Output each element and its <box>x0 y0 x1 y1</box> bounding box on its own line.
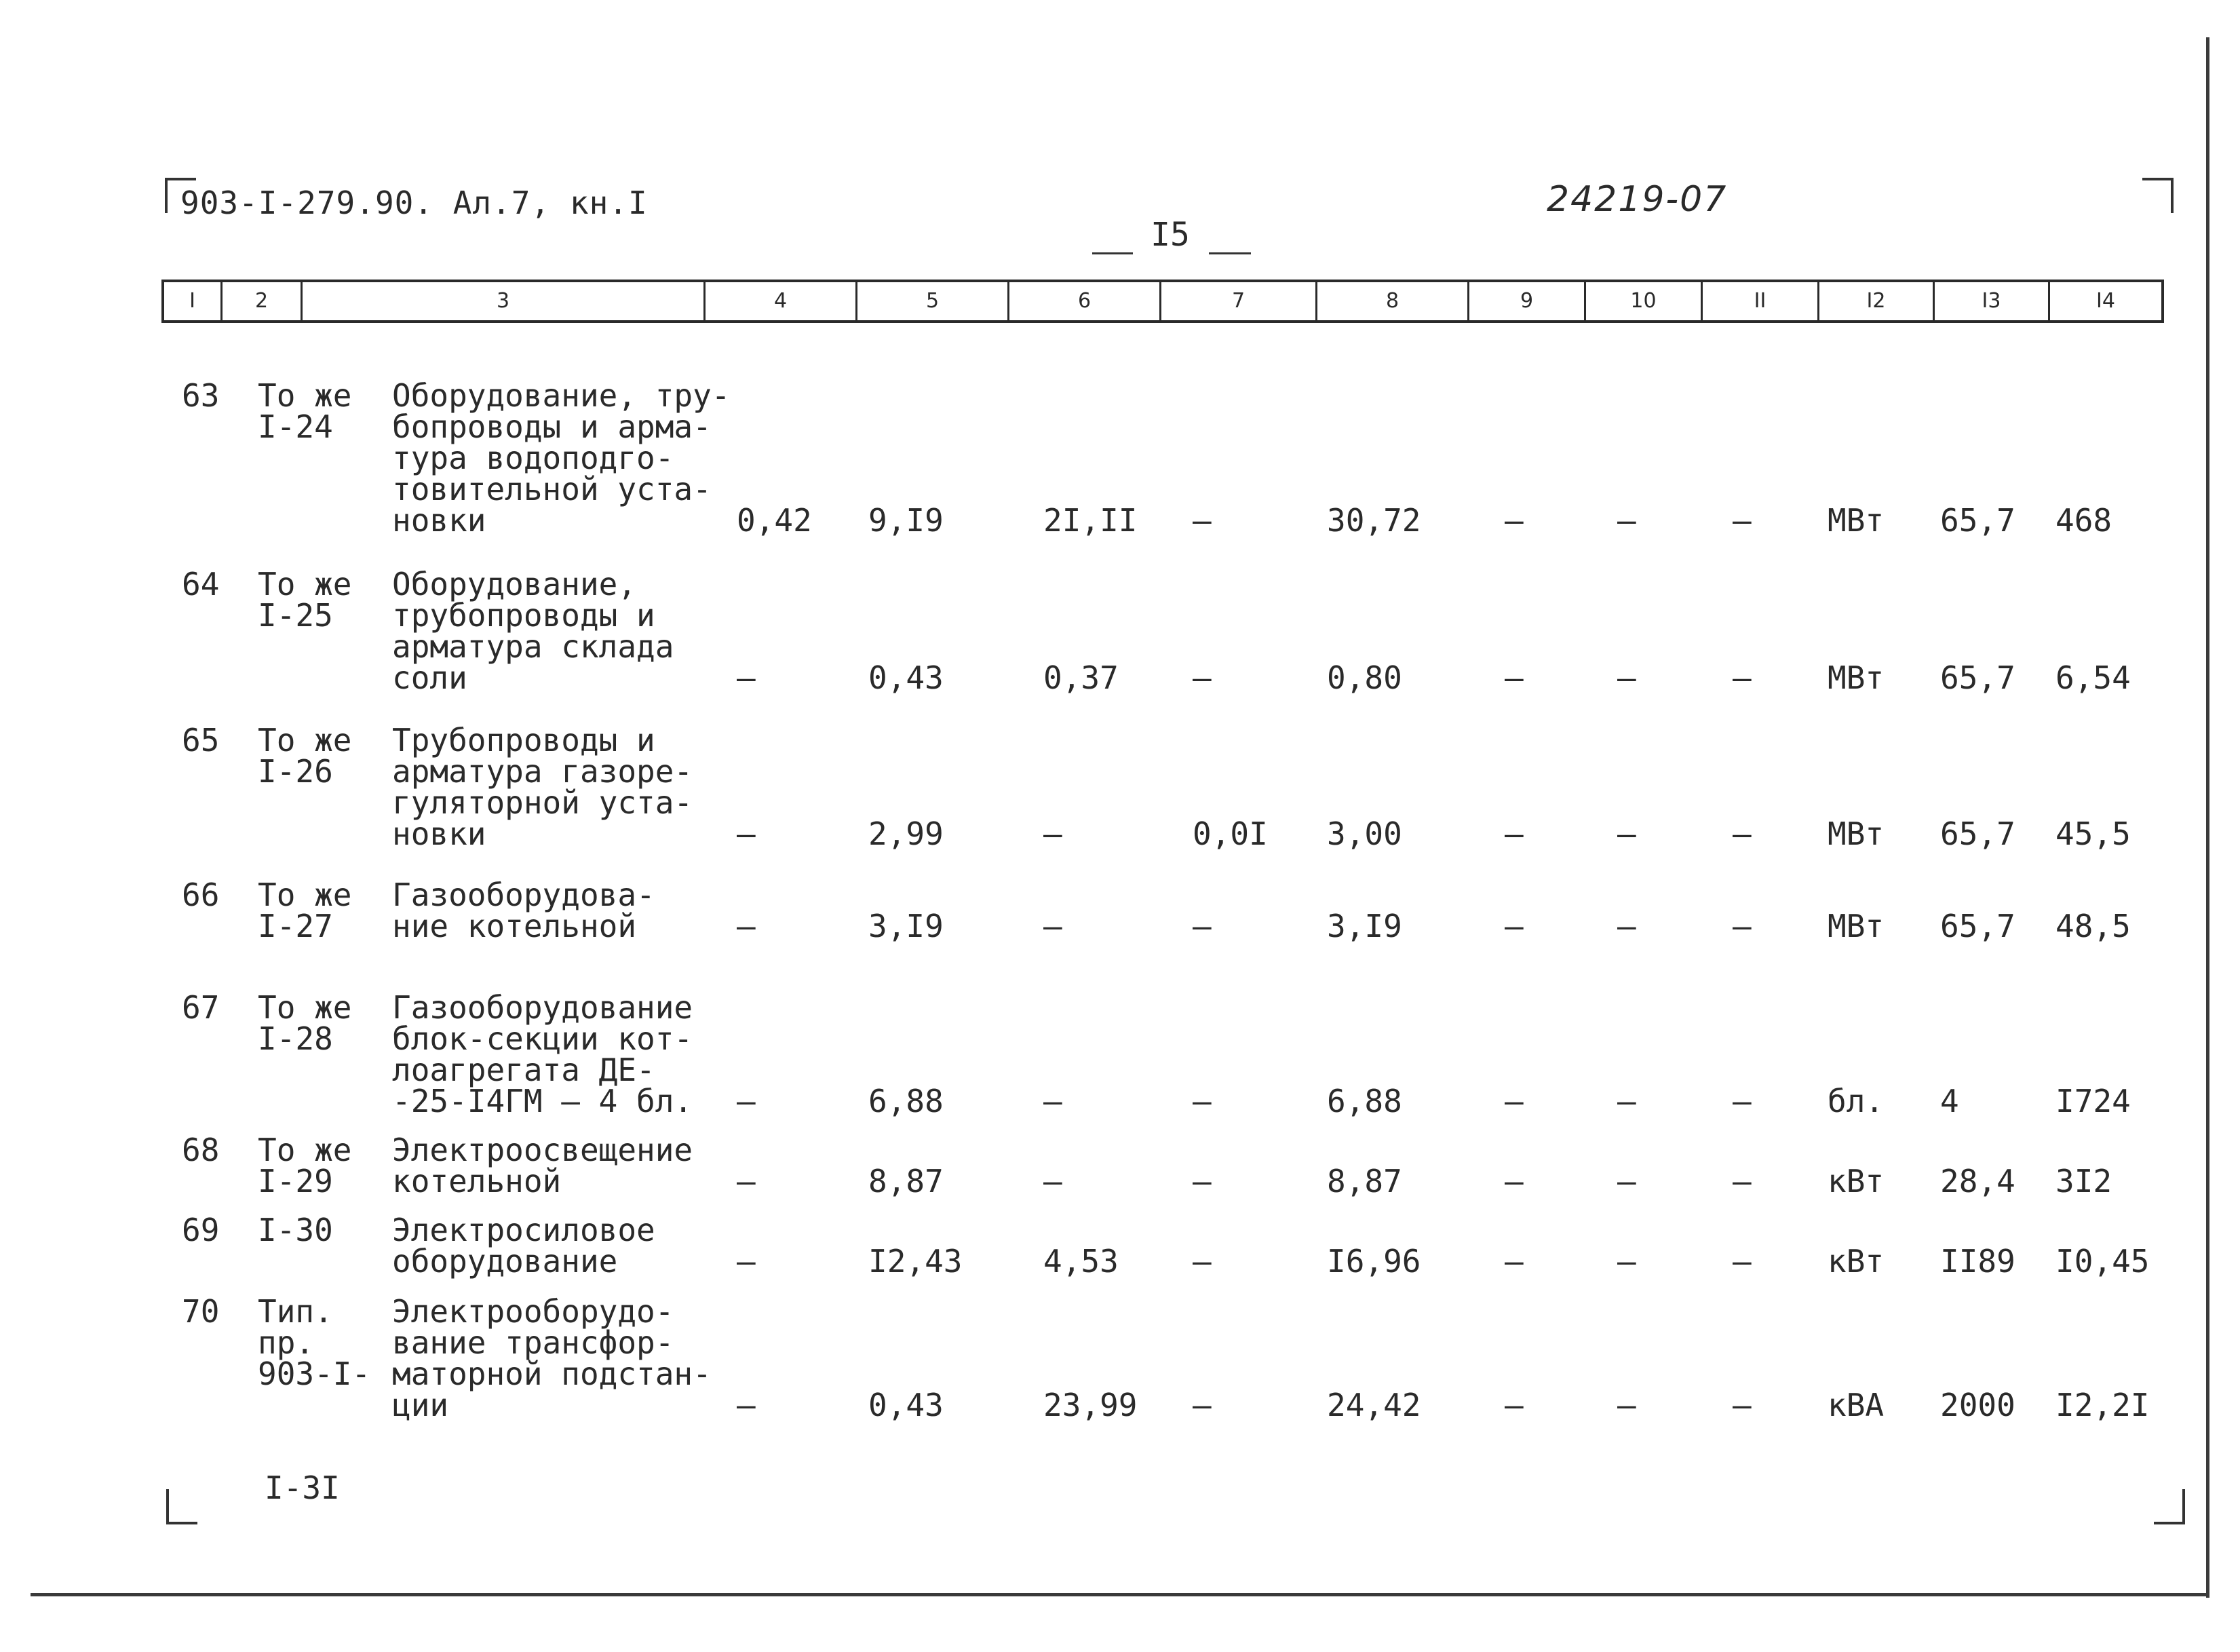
row-value-c6: 23,99 <box>1043 1387 1138 1423</box>
row-value-c10: – <box>1617 908 1636 944</box>
row-value-c8: 24,42 <box>1327 1387 1421 1423</box>
row-name-line: Оборудование, <box>392 566 637 602</box>
row-value-c4: – <box>737 659 756 696</box>
row-reference-line: I-25 <box>258 597 333 634</box>
row-value-c11: – <box>1733 502 1752 539</box>
row-value-c14: 468 <box>2055 502 2112 539</box>
row-value-qty: 2000 <box>1940 1387 2015 1423</box>
row-name-line: ние котельной <box>392 908 637 944</box>
row-name-line: Оборудование, тру- <box>392 377 731 414</box>
row-name-line: бопроводы и арма- <box>392 408 712 445</box>
column-header-14: I4 <box>2096 289 2115 313</box>
column-header-4: 4 <box>706 282 857 320</box>
row-number: 67 <box>182 989 220 1026</box>
row-value-qty: 65,7 <box>1940 815 2015 852</box>
column-header-8: 8 <box>1317 282 1469 320</box>
column-header-7: 7 <box>1161 282 1317 320</box>
row-value-c7: – <box>1193 1387 1212 1423</box>
row-name-line: товительной уста- <box>392 471 712 507</box>
row-name-line: трубопроводы и <box>392 597 655 634</box>
row-reference-line: 903-I- <box>258 1356 371 1392</box>
column-header-5: 5 <box>857 282 1009 320</box>
row-number: 69 <box>182 1212 220 1248</box>
row-value-c5: 0,43 <box>868 659 944 696</box>
row-name-line: тура водоподго- <box>392 440 674 476</box>
row-number: 66 <box>182 877 220 913</box>
row-value-unit: МВт <box>1828 502 1885 539</box>
row-name-line: Электросиловое <box>392 1212 655 1248</box>
row-name-line: новки <box>392 502 486 539</box>
row-name-line: гуляторной уста- <box>392 784 693 821</box>
row-value-c11: – <box>1733 1387 1752 1423</box>
row-value-c8: I6,96 <box>1327 1243 1421 1280</box>
row-value-c14: I2,2I <box>2055 1387 2150 1423</box>
row-value-c6: 4,53 <box>1043 1243 1119 1280</box>
row-value-c8: 6,88 <box>1327 1083 1402 1119</box>
row-name-line: маторной подстан- <box>392 1356 712 1392</box>
column-header-1: I <box>164 282 223 320</box>
row-value-unit: МВт <box>1828 815 1885 852</box>
column-header-6: 6 <box>1009 282 1161 320</box>
row-value-c5: 6,88 <box>868 1083 944 1119</box>
row-name-line: Газооборудование <box>392 989 693 1026</box>
row-value-c8: 3,00 <box>1327 815 1402 852</box>
row-value-c5: I2,43 <box>868 1243 963 1280</box>
row-value-c5: 2,99 <box>868 815 944 852</box>
row-reference-line: I-24 <box>258 408 333 445</box>
row-name-line: арматура склада <box>392 628 674 665</box>
column-header-11: II <box>1703 282 1819 320</box>
row-value-c7: – <box>1193 908 1212 944</box>
row-reference-line: То же <box>258 722 352 758</box>
row-value-c6: 0,37 <box>1043 659 1119 696</box>
row-name-line: блок-секции кот- <box>392 1020 693 1057</box>
row-reference-line: То же <box>258 877 352 913</box>
row-value-c11: – <box>1733 1163 1752 1199</box>
row-value-c14: I724 <box>2055 1083 2131 1119</box>
row-value-c14: 3I2 <box>2055 1163 2112 1199</box>
row-value-c11: – <box>1733 659 1752 696</box>
row-name-line: Электроосвещение <box>392 1132 693 1168</box>
row-name-line: Газооборудова- <box>392 877 655 913</box>
column-header-2: 2 <box>223 282 303 320</box>
row-value-c7: – <box>1193 1163 1212 1199</box>
row-name-line: ции <box>392 1387 449 1423</box>
row-value-c10: – <box>1617 1163 1636 1199</box>
scan-edge-right <box>2206 37 2209 1598</box>
row-name-line: вание трансфор- <box>392 1324 674 1361</box>
row-value-c6: – <box>1043 815 1062 852</box>
row-reference-line: I-27 <box>258 908 333 944</box>
row-name-line: котельной <box>392 1163 562 1199</box>
row-name-line: Трубопроводы и <box>392 722 655 758</box>
document-number: 24219-07 <box>1547 179 1728 220</box>
row-value-c11: – <box>1733 1083 1752 1119</box>
row-name-line: лоагрегата ДЕ- <box>392 1052 655 1088</box>
row-value-c7: – <box>1193 1243 1212 1280</box>
row-value-qty: 4 <box>1940 1083 1959 1119</box>
row-value-c4: – <box>737 1083 756 1119</box>
row-value-c5: 8,87 <box>868 1163 944 1199</box>
row-value-c9: – <box>1505 1387 1524 1423</box>
row-reference-line: I-29 <box>258 1163 333 1199</box>
row-value-c10: – <box>1617 1083 1636 1119</box>
row-reference-line: То же <box>258 377 352 414</box>
row-value-unit: МВт <box>1828 908 1885 944</box>
row-value-c6: – <box>1043 908 1062 944</box>
row-value-c5: 3,I9 <box>868 908 944 944</box>
row-value-c7: – <box>1193 659 1212 696</box>
row-value-c9: – <box>1505 815 1524 852</box>
row-value-c9: – <box>1505 1243 1524 1280</box>
row-value-c9: – <box>1505 908 1524 944</box>
row-value-c7: – <box>1193 502 1212 539</box>
page-number-dash-right <box>1209 252 1251 254</box>
row-value-c4: – <box>737 908 756 944</box>
row-value-c10: – <box>1617 1243 1636 1280</box>
row-value-unit: кВт <box>1828 1163 1885 1199</box>
row-value-c14: 45,5 <box>2055 815 2131 852</box>
row-value-c10: – <box>1617 815 1636 852</box>
row-value-c8: 30,72 <box>1327 502 1421 539</box>
row-reference-line: То же <box>258 1132 352 1168</box>
page-number: I5 <box>1151 216 1190 254</box>
row-value-c11: – <box>1733 908 1752 944</box>
row-number: 64 <box>182 566 220 602</box>
corner-mark-top-right <box>2142 178 2174 213</box>
row-reference-line: Тип. <box>258 1293 333 1330</box>
row-value-c11: – <box>1733 815 1752 852</box>
row-value-c14: 6,54 <box>2055 659 2131 696</box>
row-value-c7: – <box>1193 1083 1212 1119</box>
row-value-c10: – <box>1617 502 1636 539</box>
row-reference-line: То же <box>258 989 352 1026</box>
row-value-qty: II89 <box>1940 1243 2015 1280</box>
scan-edge-bottom <box>31 1593 2209 1596</box>
row-value-c9: – <box>1505 659 1524 696</box>
row-value-c9: – <box>1505 502 1524 539</box>
row-value-c14: I0,45 <box>2055 1243 2150 1280</box>
row-reference-line: пр. <box>258 1324 315 1361</box>
footer-reference: I-3I <box>265 1469 340 1506</box>
corner-mark-bottom-left <box>166 1489 197 1524</box>
row-value-unit: кВА <box>1828 1387 1885 1423</box>
row-value-unit: бл. <box>1828 1083 1885 1119</box>
row-name-line: Электрооборудо- <box>392 1293 674 1330</box>
row-value-c11: – <box>1733 1243 1752 1280</box>
row-value-c4: – <box>737 1163 756 1199</box>
row-value-c10: – <box>1617 659 1636 696</box>
row-value-c10: – <box>1617 1387 1636 1423</box>
column-header-10: 10 <box>1586 282 1703 320</box>
row-value-unit: кВт <box>1828 1243 1885 1280</box>
row-value-c8: 3,I9 <box>1327 908 1402 944</box>
row-value-unit: МВт <box>1828 659 1885 696</box>
row-number: 68 <box>182 1132 220 1168</box>
row-value-c6: – <box>1043 1163 1062 1199</box>
row-value-c4: 0,42 <box>737 502 812 539</box>
row-value-c5: 9,I9 <box>868 502 944 539</box>
column-number-header <box>161 280 2164 323</box>
corner-mark-bottom-right <box>2154 1489 2185 1524</box>
row-value-qty: 65,7 <box>1940 502 2015 539</box>
row-number: 70 <box>182 1293 220 1330</box>
row-reference-line: I-30 <box>258 1212 333 1248</box>
row-value-c14: 48,5 <box>2055 908 2131 944</box>
row-value-qty: 28,4 <box>1940 1163 2015 1199</box>
row-reference-line: I-28 <box>258 1020 333 1057</box>
column-header-12: I2 <box>1819 282 1935 320</box>
row-value-c9: – <box>1505 1083 1524 1119</box>
column-header-9: 9 <box>1469 282 1586 320</box>
row-name-line: арматура газоре- <box>392 753 693 790</box>
row-value-c9: – <box>1505 1163 1524 1199</box>
row-value-c8: 0,80 <box>1327 659 1402 696</box>
row-value-c4: – <box>737 1243 756 1280</box>
row-value-c4: – <box>737 1387 756 1423</box>
page-number-dash-left <box>1092 252 1133 254</box>
row-value-c5: 0,43 <box>868 1387 944 1423</box>
document-code: 903-I-279.90. Ал.7, кн.I <box>180 185 648 221</box>
row-name-line: соли <box>392 659 467 696</box>
row-value-c6: – <box>1043 1083 1062 1119</box>
row-value-c6: 2I,II <box>1043 502 1138 539</box>
row-value-c4: – <box>737 815 756 852</box>
row-reference-line: I-26 <box>258 753 333 790</box>
row-value-c7: 0,0I <box>1193 815 1268 852</box>
row-value-qty: 65,7 <box>1940 908 2015 944</box>
row-reference-line: То же <box>258 566 352 602</box>
row-name-line: оборудование <box>392 1243 618 1280</box>
row-number: 63 <box>182 377 220 414</box>
row-number: 65 <box>182 722 220 758</box>
row-name-line: новки <box>392 815 486 852</box>
column-header-13: I3 <box>1935 282 2050 320</box>
row-name-line: -25-I4ГМ – 4 бл. <box>392 1083 693 1119</box>
row-value-qty: 65,7 <box>1940 659 2015 696</box>
row-value-c8: 8,87 <box>1327 1163 1402 1199</box>
column-header-3: 3 <box>303 282 706 320</box>
